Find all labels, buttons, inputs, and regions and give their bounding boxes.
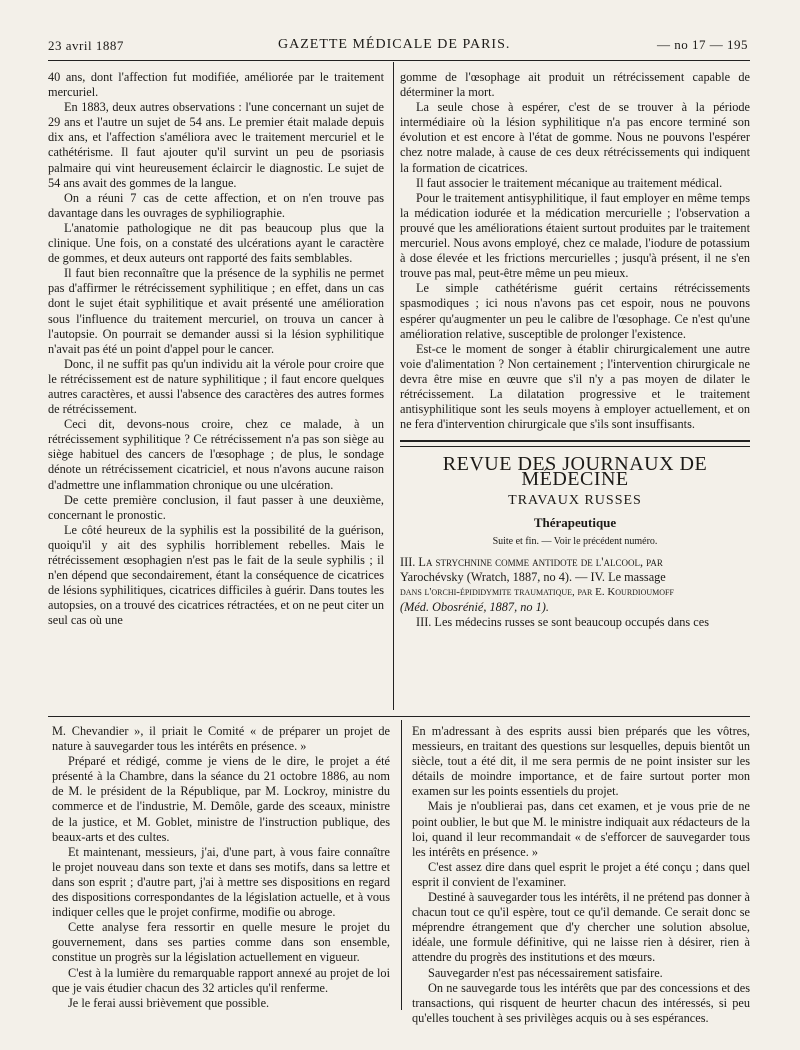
paragraph: Pour le traitement antisyphilitique, il faut employer en même temps la médication iodurée et la médication mercurielle ; l'observation a prouvé que les améliorations étaient surtout produites par le traitement mercuriel. Nous avons employé, chez ce malade, l'iodure de potassium à dose élevée et les frictions mercurielles ; jusqu'à présent, il ne s'en trouve pas mal, peut-être même un peu mieux.	[400, 190, 750, 281]
paragraph: De cette première conclusion, il faut passer à une deuxième, concernant le pronostic.	[48, 492, 384, 522]
paragraph: En m'adressant à des esprits aussi bien préparés que les vôtres, messieurs, en traitant des questions sur lesquelles, depuis bientôt un siècle, tout a été dit, il me sera permis de ne point insister sur les détails de moindre importance, et de faire surtout porter mon examen sur les points essentiels du projet.	[412, 724, 750, 799]
column-divider-lower	[401, 720, 402, 1010]
rubric-travaux-russes: TRAVAUX RUSSES	[508, 493, 642, 509]
article-refs-line-4: (Méd. Obosrénié, 1887, no 1).	[400, 600, 549, 614]
paragraph: Et maintenant, messieurs, j'ai, d'une part, à vous faire connaître le projet nouveau dans son texte et dans ses motifs, dans sa lettre et dans son esprit ; d'autre part, j'ai à mettre ses dispositions en regard des dispositions correspondantes de la législation actuelle, et à vous indiquer celles que le projet confirme, modifie ou abroge.	[52, 844, 390, 920]
paragraph: Préparé et rédigé, comme je viens de le dire, le projet a été présenté à la Chambre, dans la séance du 21 octobre 1886, au nom de M. le président de la République, par M. Lockroy, ministre du commerce et de l'industrie, M. Demôle, garde des sceaux, ministre de la justice, et M. Goblet, ministre de l'instruction publique, des beaux-arts et des cultes.	[52, 754, 390, 844]
paragraph: On ne sauvegarde tous les intérêts que par des concessions et des transactions, qui risquent de heurter chacun des intéressés, si peu qu'elles touchent à ses privilèges acquis ou à ses espérances.	[412, 980, 750, 1025]
paragraph: Mais je n'oublierai pas, dans cet examen, et je vous prie de ne point oublier, le but que M. le ministre indiquait aux rédacteurs de la loi, quand il leur recommandait « de s'efforcer de sauvegarder tous les intérêts en présence. »	[412, 799, 750, 859]
article-refs-line-3: dans l'orchi-épididymite traumatique, par E. Kourdioumoff	[400, 585, 674, 598]
paragraph: Il faut bien reconnaître que la présence de la syphilis ne permet pas d'affirmer le rétrécissement syphilitique ; en effet, dans un cas dont le sujet était syphilitique et avait présenté une amélioration sous l'influence du traitement mercuriel, on trouva un cancer à l'autopsie. On pourrait se demander aussi si la lésion syphilitique n'avait pas été un point d'appel pour le cancer.	[48, 266, 384, 356]
paragraph: Ceci dit, devons-nous croire, chez ce malade, à un rétrécissement syphilitique ? Ce rétrécissement n'a pas son siège au siège habituel des cancers de l'œsophage ; de plus, le sondage dénote un rétrécissement cicatriciel, et nous n'avons aucune raison d'admettre une inflammation chronique ou une ulcération.	[48, 417, 384, 492]
paragraph: Destiné à sauvegarder tous les intérêts, il ne prétend pas donner à chacun tout ce qu'il espère, tout ce qu'il demande. Ce serait donc se méprendre étrangement que d'y chercher une solution absolue, idéale, une formule définitive, qui ne laisse rien à désirer, rien à attendre du progrès des institutions et des mœurs.	[412, 890, 750, 965]
column-divider-upper	[393, 62, 394, 710]
issue-date: 23 avril 1887	[48, 38, 124, 53]
paragraph: gomme de l'œsophage ait produit un rétrécissement capable de déterminer la mort.	[400, 70, 750, 100]
article-refs-line-1: III. La strychnine comme antidote de l'alcool, par	[400, 554, 663, 569]
running-header	[48, 34, 748, 56]
paragraph: C'est à la lumière du remarquable rapport annexé au projet de loi que je vais étudier chacun des 32 articles qu'il renferme.	[52, 965, 390, 995]
paragraph: Le simple cathétérisme guérit certains rétrécissements spasmodiques ; ici nous n'avons pas cet espoir, nous ne pouvons espérer qu'augmenter un peu le calibre de l'œsophage. Ce n'est qu'une amélioration relative, susceptible de prolonger l'existence.	[400, 281, 750, 341]
paragraph: 40 ans, dont l'affection fut modifiée, améliorée par le traitement mercuriel.	[48, 70, 384, 100]
paragraph: M. Chevandier », il priait le Comité « de préparer un projet de nature à sauvegarder tous les intérêts en présence. »	[52, 724, 390, 754]
subrubric-therapeutique: Thérapeutique	[533, 514, 617, 530]
section-rule	[400, 440, 750, 447]
paragraph: Donc, il ne suffit pas qu'un individu ait la vérole pour croire que le rétrécissement est de nature syphilitique ; il faut encore quelques autres caractères, et aussi l'absence des caractères des autres formes de rétrécissement.	[48, 356, 384, 417]
lower-left-column	[52, 724, 390, 1011]
lower-right-column	[412, 724, 750, 1026]
issue-page-number: — no 17 — 195	[657, 37, 748, 52]
header-rule	[48, 60, 750, 61]
paragraph: Est-ce le moment de songer à établir chirurgicalement une autre voie d'alimentation ? Non certainement ; l'intervention chirurgicale ne devra être mise en œuvre que s'il n'y a pas moyen de dilater le rétrécissement. La dilatation progressive et le traitement antisyphilitique sont les seuls moyens à employer actuellement, et on ne fera d'intervention chirurgicale que s'ils sont insuffisants.	[400, 341, 750, 432]
upper-right-column	[400, 70, 750, 630]
revue-body-first-line: III. Les médecins russes se sont beaucoup occupés dans ces	[416, 615, 709, 630]
paragraph: Cette analyse fera ressortir en quelle mesure le projet du gouvernement, dans ses parties comme dans son ensemble, constitue un progrès sur la législation actuellement en vigueur.	[52, 920, 390, 965]
paragraph: L'anatomie pathologique ne dit pas beaucoup plus que la clinique. Une fois, on a constaté des ulcérations ayant le caractère de gommes, et deux auteurs ont rapporté des faits semblables.	[48, 220, 384, 266]
revue-title: REVUE DES JOURNAUX DE MÉDECINE	[442, 453, 708, 491]
upper-left-column	[48, 70, 384, 628]
continuation-note: Suite et fin. — Voir le précédent numéro.	[492, 535, 658, 547]
paragraph: Le côté heureux de la syphilis est la possibilité de la guérison, quoiqu'il y ait des syphilis horriblement rebelles. Mais le rétrécissement œsophagien n'est pas le fait de la seule syphilis ; il n'en dépend que secondairement, étant la conséquence de cicatrices de lésions syphilitiques, cicatrices difficiles à guérir. Dans toutes les autopsies, on a trouvé des cicatrices rétractées, et on ne peut citer un seul cas où une	[48, 522, 384, 628]
paragraph: En 1883, deux autres observations : l'une concernant un sujet de 29 ans et l'autre un sujet de 54 ans. Le premier était malade depuis dix ans, et l'affection s'améliora avec le traitement mercuriel et le cathétérisme. Il faut ajouter qu'il survint un peu de psoriasis palmaire qui vint heureusement éclaircir le diagnostic. Le sujet de 54 ans avait des gommes de la langue.	[48, 100, 384, 190]
journal-title: GAZETTE MÉDICALE DE PARIS.	[278, 37, 511, 52]
horizontal-divider	[48, 716, 750, 717]
paragraph: Sauvegarder n'est pas nécessairement satisfaire.	[428, 965, 663, 980]
paragraph: La seule chose à espérer, c'est de se trouver à la période intermédiaire où la lésion syphilitique n'a pas encore terminé son évolution et est encore à l'état de gomme. Nous ne pouvons l'espérer chez notre malade, à cause de ces deux rétrécissements qui indiquent la formation de cicatrices.	[400, 100, 750, 175]
paragraph: On a réuni 7 cas de cette affection, et on n'en trouve pas davantage dans les ouvrages de syphiliographie.	[48, 190, 384, 220]
article-refs-line-2: Yarochévsky (Wratch, 1887, no 4). — IV. Le massage	[400, 569, 666, 584]
paragraph: C'est assez dire dans quel esprit le projet a été conçu ; dans quel esprit il convient de l'examiner.	[412, 859, 750, 889]
paragraph: Je le ferai aussi brièvement que possible.	[68, 995, 270, 1010]
paragraph: Il faut associer le traitement mécanique au traitement médical.	[416, 175, 723, 190]
